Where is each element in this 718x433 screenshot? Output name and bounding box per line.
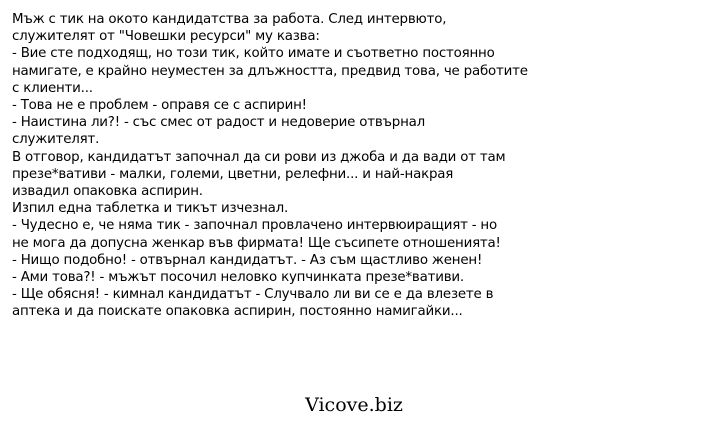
- joke-line: аптека и да поискате опаковка аспирин, постоянно намигайки...: [12, 304, 463, 320]
- joke-line: В отговор, кандидатът започнал да си рови из джоба и да вади от там: [12, 149, 506, 165]
- joke-line: служителят от "Човешки ресурси" му казва:: [12, 29, 320, 45]
- joke-line: - Наистина ли?! - със смес от радост и недоверие отвърнал: [12, 115, 426, 131]
- joke-line: намигате, е крайно неуместен за длъжността, предвид това, че работите: [12, 63, 528, 79]
- joke-line: Мъж с тик на окото кандидатства за работа. След интервюто,: [12, 12, 447, 27]
- joke-line: не мога да допусна женкар във фирмата! Ще съсипете отношенията!: [12, 235, 501, 251]
- joke-line: - Това не е проблем - оправя се с аспирин!: [12, 98, 307, 114]
- joke-line: презе*вативи - малки, големи, цветни, релефни... и най-накрая: [12, 166, 454, 182]
- joke-line: служителят.: [12, 132, 100, 148]
- joke-line: - Чудесно е, че няма тик - започнал провлачено интервюиращият - но: [12, 218, 497, 234]
- joke-line: - Ами това?! - мъжът посочил неловко купчинката презе*вативи.: [12, 270, 464, 286]
- site-watermark: Vicove.biz: [305, 394, 403, 416]
- joke-line: - Нищо подобно! - отвърнал кандидатът. - Аз съм щастливо женен!: [12, 252, 483, 268]
- joke-line: с клиенти...: [12, 80, 93, 96]
- joke-text: [12, 11, 712, 321]
- joke-line: Изпил една таблетка и тикът изчезнал.: [12, 201, 289, 217]
- joke-line: - Ще обясня! - кимнал кандидатът - Случвало ли ви се е да влезете в: [12, 287, 494, 303]
- joke-line: - Вие сте подходящ, но този тик, който имате и съответно постоянно: [12, 46, 495, 62]
- joke-line: извадил опаковка аспирин.: [12, 184, 203, 200]
